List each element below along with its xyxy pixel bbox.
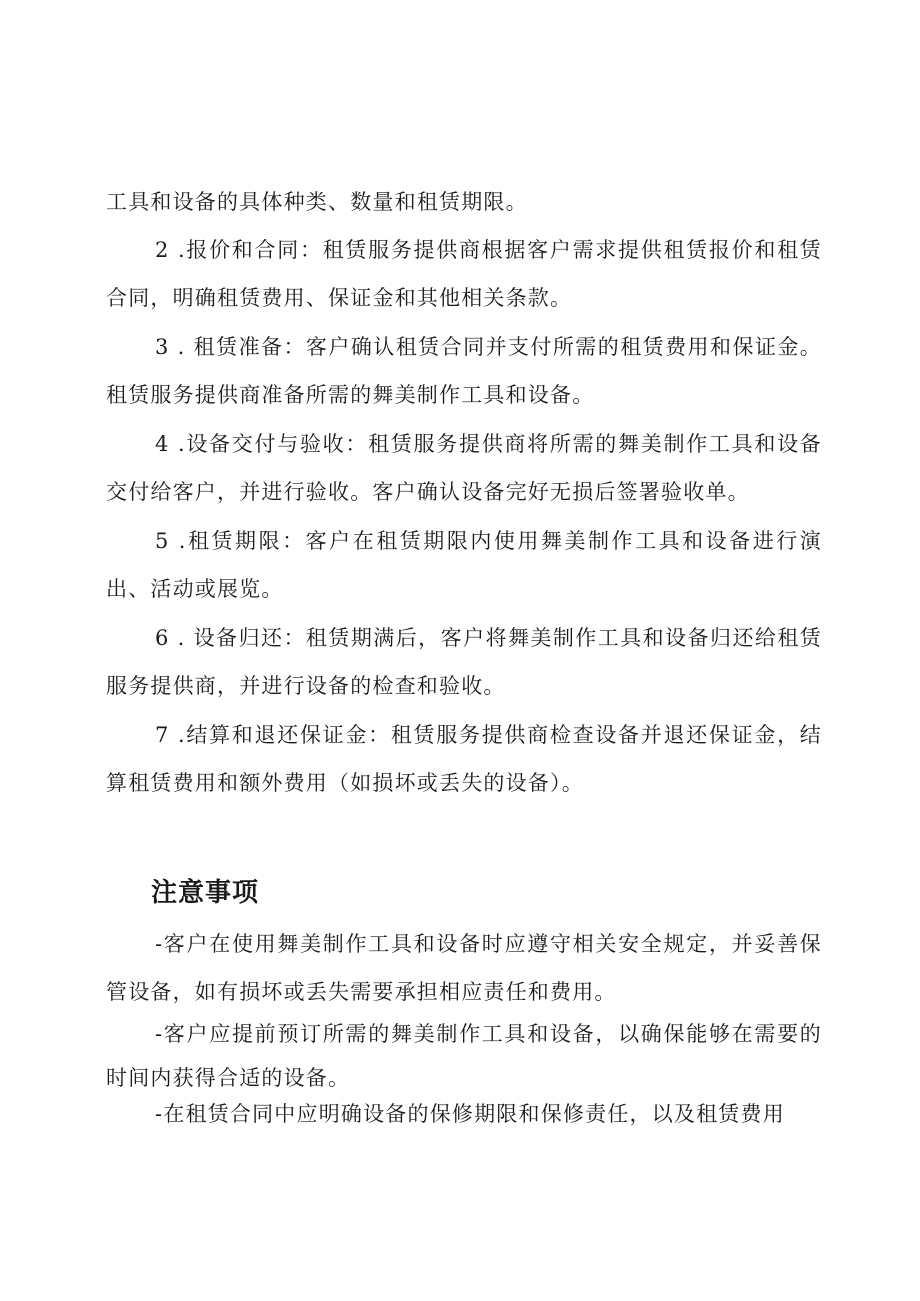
step-4-delivery-and-acceptance: 4 .设备交付与验收：租赁服务提供商将所需的舞美制作工具和设备交付给客户，并进行验收。客户确认设备完好无损后签署验收单。 <box>106 432 822 504</box>
note-item-warranty: -在租赁合同中应明确设备的保修期限和保修责任，以及租赁费用 <box>155 1102 785 1126</box>
step-5-rental-period: 5 .租赁期限：客户在租赁期限内使用舞美制作工具和设备进行演出、活动或展览。 <box>106 529 822 601</box>
step-7-settlement-and-deposit-refund: 7 .结算和退还保证金：租赁服务提供商检查设备并退还保证金，结算租赁费用和额外费用（如损坏或丢失的设备）。 <box>106 723 822 795</box>
step-3-rental-preparation: 3 . 租赁准备：客户确认租赁合同并支付所需的租赁费用和保证金。租赁服务提供商准备所需的舞美制作工具和设备。 <box>106 335 822 407</box>
note-item-advance-booking: -客户应提前预订所需的舞美制作工具和设备，以确保能够在需要的时间内获得合适的设备。 <box>106 1022 822 1090</box>
note-item-safety: -客户在使用舞美制作工具和设备时应遵守相关安全规定，并妥善保管设备，如有损坏或丢失需要承担相应责任和费用。 <box>106 932 822 1004</box>
step-2-quote-and-contract: 2 .报价和合同：租赁服务提供商根据客户需求提供租赁报价和租赁合同，明确租赁费用、保证金和其他相关条款。 <box>106 238 822 310</box>
step-6-equipment-return: 6 . 设备归还：租赁期满后，客户将舞美制作工具和设备归还给租赁服务提供商，并进行设备的检查和验收。 <box>106 626 822 698</box>
paragraph-continuation: 工具和设备的具体种类、数量和租赁期限。 <box>106 190 528 214</box>
notes-heading: 注意事项 <box>151 878 260 908</box>
